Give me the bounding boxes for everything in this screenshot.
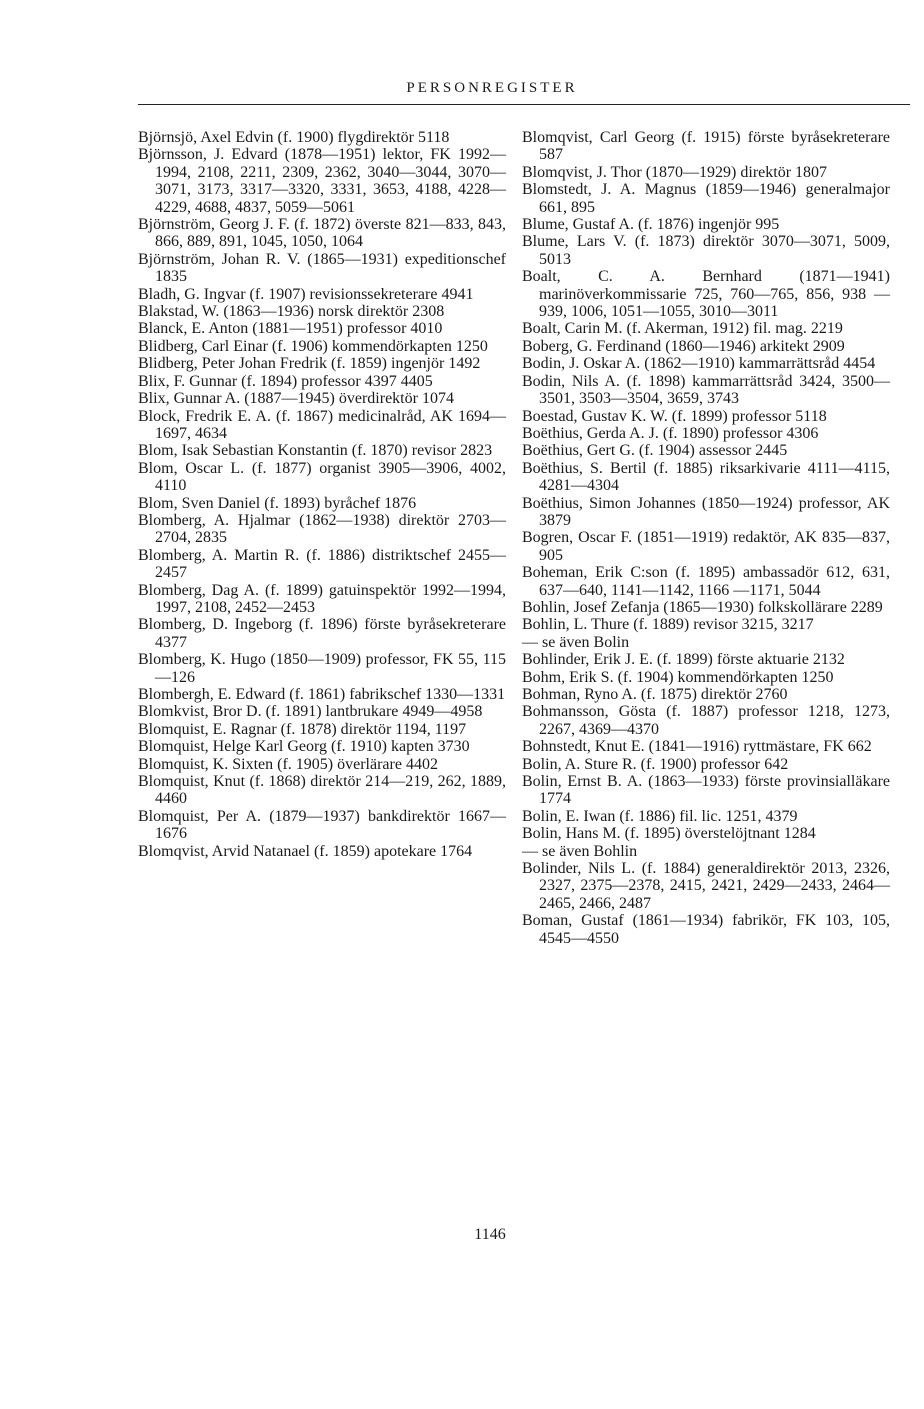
left-column bbox=[138, 129, 506, 860]
register-entry: Blomquist, Helge Karl Georg (f. 1910) kapten 3730 bbox=[138, 738, 470, 756]
register-entry: Bohman, Ryno A. (f. 1875) direktör 2760 bbox=[522, 686, 788, 703]
register-entry: Blomqvist, Arvid Natanael (f. 1859) apotekare 1764 bbox=[138, 842, 473, 860]
register-entry: Björnsjö, Axel Edvin (f. 1900) flygdirektör 5118 bbox=[138, 129, 450, 146]
register-entry: Boëthius, Simon Johannes (1850—1924) professor, AK 3879 bbox=[522, 494, 890, 529]
register-entry: Bohlin, L. Thure (f. 1889) revisor 3215, 3217 bbox=[522, 616, 814, 634]
register-entry: Blidberg, Carl Einar (f. 1906) kommendörkapten 1250 bbox=[138, 337, 488, 355]
register-entry: Bladh, G. Ingvar (f. 1907) revisionssekreterare 4941 bbox=[138, 285, 474, 303]
register-entry: Bolinder, Nils L. (f. 1884) generaldirektör 2013, 2326, 2327, 2375—2378, 2415, 2421, 2429—2433, 2464—2465, 2466, 2487 bbox=[522, 860, 890, 912]
header-rule bbox=[138, 104, 910, 105]
page-number: 1146 bbox=[474, 1226, 506, 1243]
register-entry: Blanck, E. Anton (1881—1951) professor 4010 bbox=[138, 320, 443, 338]
register-entry: Blomquist, Knut (f. 1868) direktör 214—219, 262, 1889, 4460 bbox=[138, 773, 506, 808]
register-entry: Blomquist, K. Sixten (f. 1905) överlärare 4402 bbox=[138, 755, 438, 773]
register-entry: Blidberg, Peter Johan Fredrik (f. 1859) ingenjör 1492 bbox=[138, 355, 481, 373]
register-entry: Blomberg, D. Ingeborg (f. 1896) förste byråsekreterare 4377 bbox=[138, 616, 506, 651]
register-entry: Bohmansson, Gösta (f. 1887) professor 1218, 1273, 2267, 4369—4370 bbox=[522, 703, 890, 738]
register-entry: Blume, Lars V. (f. 1873) direktör 3070—3071, 5009, 5013 bbox=[522, 233, 890, 268]
register-entry: Boëthius, Gerda A. J. (f. 1890) professor 4306 bbox=[522, 424, 819, 442]
register-entry: Blombergh, E. Edward (f. 1861) fabrikschef 1330—1331 bbox=[138, 686, 506, 703]
register-entry: Boman, Gustaf (1861—1934) fabrikör, FK 103, 105, 4545—4550 bbox=[522, 912, 890, 947]
register-entry: Boëthius, S. Bertil (f. 1885) riksarkivarie 4111—4115, 4281—4304 bbox=[522, 459, 890, 495]
register-entry: Block, Fredrik E. A. (f. 1867) medicinalråd, AK 1694—1697, 4634 bbox=[138, 407, 506, 442]
register-entry: Bogren, Oscar F. (1851—1919) redaktör, AK 835—837, 905 bbox=[522, 529, 890, 564]
register-entry: — se även Bohlin bbox=[522, 842, 638, 860]
register-entry: Bohlin, Josef Zefanja (1865—1930) folkskollärare 2289 bbox=[522, 598, 883, 616]
register-entry: Blix, Gunnar A. (1887—1945) överdirektör 1074 bbox=[138, 390, 454, 408]
register-entry: Blom, Isak Sebastian Konstantin (f. 1870) revisor 2823 bbox=[138, 442, 493, 460]
register-entry: Blomqvist, J. Thor (1870—1929) direktör 1807 bbox=[522, 163, 828, 181]
register-entry: Blomqvist, Carl Georg (f. 1915) förste byråsekreterare 587 bbox=[522, 129, 890, 164]
register-entry: Boalt, Carin M. (f. Akerman, 1912) fil. mag. 2219 bbox=[522, 320, 843, 338]
register-entry: Boberg, G. Ferdinand (1860—1946) arkitekt 2909 bbox=[522, 337, 845, 355]
running-header: PERSONREGISTER bbox=[406, 80, 578, 96]
right-column bbox=[522, 129, 890, 947]
register-entry: Blomquist, Per A. (1879—1937) bankdirektör 1667—1676 bbox=[138, 807, 506, 843]
register-entry: Blomberg, A. Martin R. (f. 1886) distriktschef 2455—2457 bbox=[138, 546, 506, 582]
register-entry: Boheman, Erik C:son (f. 1895) ambassadör 612, 631, 637—640, 1141—1142, 1166 —1171, 5044 bbox=[522, 564, 890, 599]
register-entry: Blom, Sven Daniel (f. 1893) byråchef 1876 bbox=[138, 494, 417, 512]
register-entry: Blomquist, E. Ragnar (f. 1878) direktör 1194, 1197 bbox=[138, 720, 467, 738]
register-entry: Bohlinder, Erik J. E. (f. 1899) förste aktuarie 2132 bbox=[522, 651, 845, 669]
register-entry: Blix, F. Gunnar (f. 1894) professor 4397 4405 bbox=[138, 372, 433, 390]
register-entry: Bohnstedt, Knut E. (1841—1916) ryttmästare, FK 662 bbox=[522, 738, 872, 756]
register-entry: Björnsson, J. Edvard (1878—1951) lektor, FK 1992—1994, 2108, 2211, 2309, 2362, 3040—3044, 3070—3071, 3173, 3317—3320, 3331, 3653, 4188, 4228—4229, 4688, 4837, 5059—5061 bbox=[138, 146, 506, 216]
register-entry: Bolin, Ernst B. A. (1863—1933) förste provinsialläkare 1774 bbox=[522, 773, 890, 808]
register-entry: Boalt, C. A. Bernhard (1871—1941) marinöverkommissarie 725, 760—765, 856, 938 —939, 1006, 1051—1055, 3010—3011 bbox=[522, 268, 890, 321]
register-entry: Bolin, A. Sture R. (f. 1900) professor 642 bbox=[522, 755, 789, 773]
register-entry: Blomstedt, J. A. Magnus (1859—1946) generalmajor 661, 895 bbox=[522, 181, 890, 216]
register-entry: Blomberg, K. Hugo (1850—1909) professor, FK 55, 115—126 bbox=[138, 651, 506, 686]
register-entry: Björnström, Georg J. F. (f. 1872) överste 821—833, 843, 866, 889, 891, 1045, 1050, 1064 bbox=[138, 216, 506, 251]
register-entry: Bodin, Nils A. (f. 1898) kammarrättsråd 3424, 3500—3501, 3503—3504, 3659, 3743 bbox=[522, 372, 890, 408]
register-entry: Blomkvist, Bror D. (f. 1891) lantbrukare 4949—4958 bbox=[138, 703, 483, 721]
register-entry: Bodin, J. Oskar A. (1862—1910) kammarrättsråd 4454 bbox=[522, 355, 876, 373]
register-entry: Blomberg, A. Hjalmar (1862—1938) direktör 2703—2704, 2835 bbox=[138, 511, 506, 547]
register-entry: Bolin, E. Iwan (f. 1886) fil. lic. 1251, 4379 bbox=[522, 807, 798, 825]
register-entry: Boëthius, Gert G. (f. 1904) assessor 2445 bbox=[522, 442, 788, 460]
register-entry: Blom, Oscar L. (f. 1877) organist 3905—3906, 4002, 4110 bbox=[138, 459, 506, 495]
register-entry: — se även Bolin bbox=[522, 633, 630, 651]
register-entry: Blakstad, W. (1863—1936) norsk direktör 2308 bbox=[138, 303, 445, 321]
register-entry: Blomberg, Dag A. (f. 1899) gatuinspektör 1992—1994, 1997, 2108, 2452—2453 bbox=[138, 581, 506, 616]
register-entry: Björnström, Johan R. V. (1865—1931) expeditionschef 1835 bbox=[138, 250, 506, 286]
register-entry: Bohm, Erik S. (f. 1904) kommendörkapten 1250 bbox=[522, 668, 834, 686]
register-entry: Blume, Gustaf A. (f. 1876) ingenjör 995 bbox=[522, 216, 780, 234]
register-entry: Boestad, Gustav K. W. (f. 1899) professor 5118 bbox=[522, 407, 827, 425]
register-entry: Bolin, Hans M. (f. 1895) överstelöjtnant 1284 bbox=[522, 825, 816, 843]
